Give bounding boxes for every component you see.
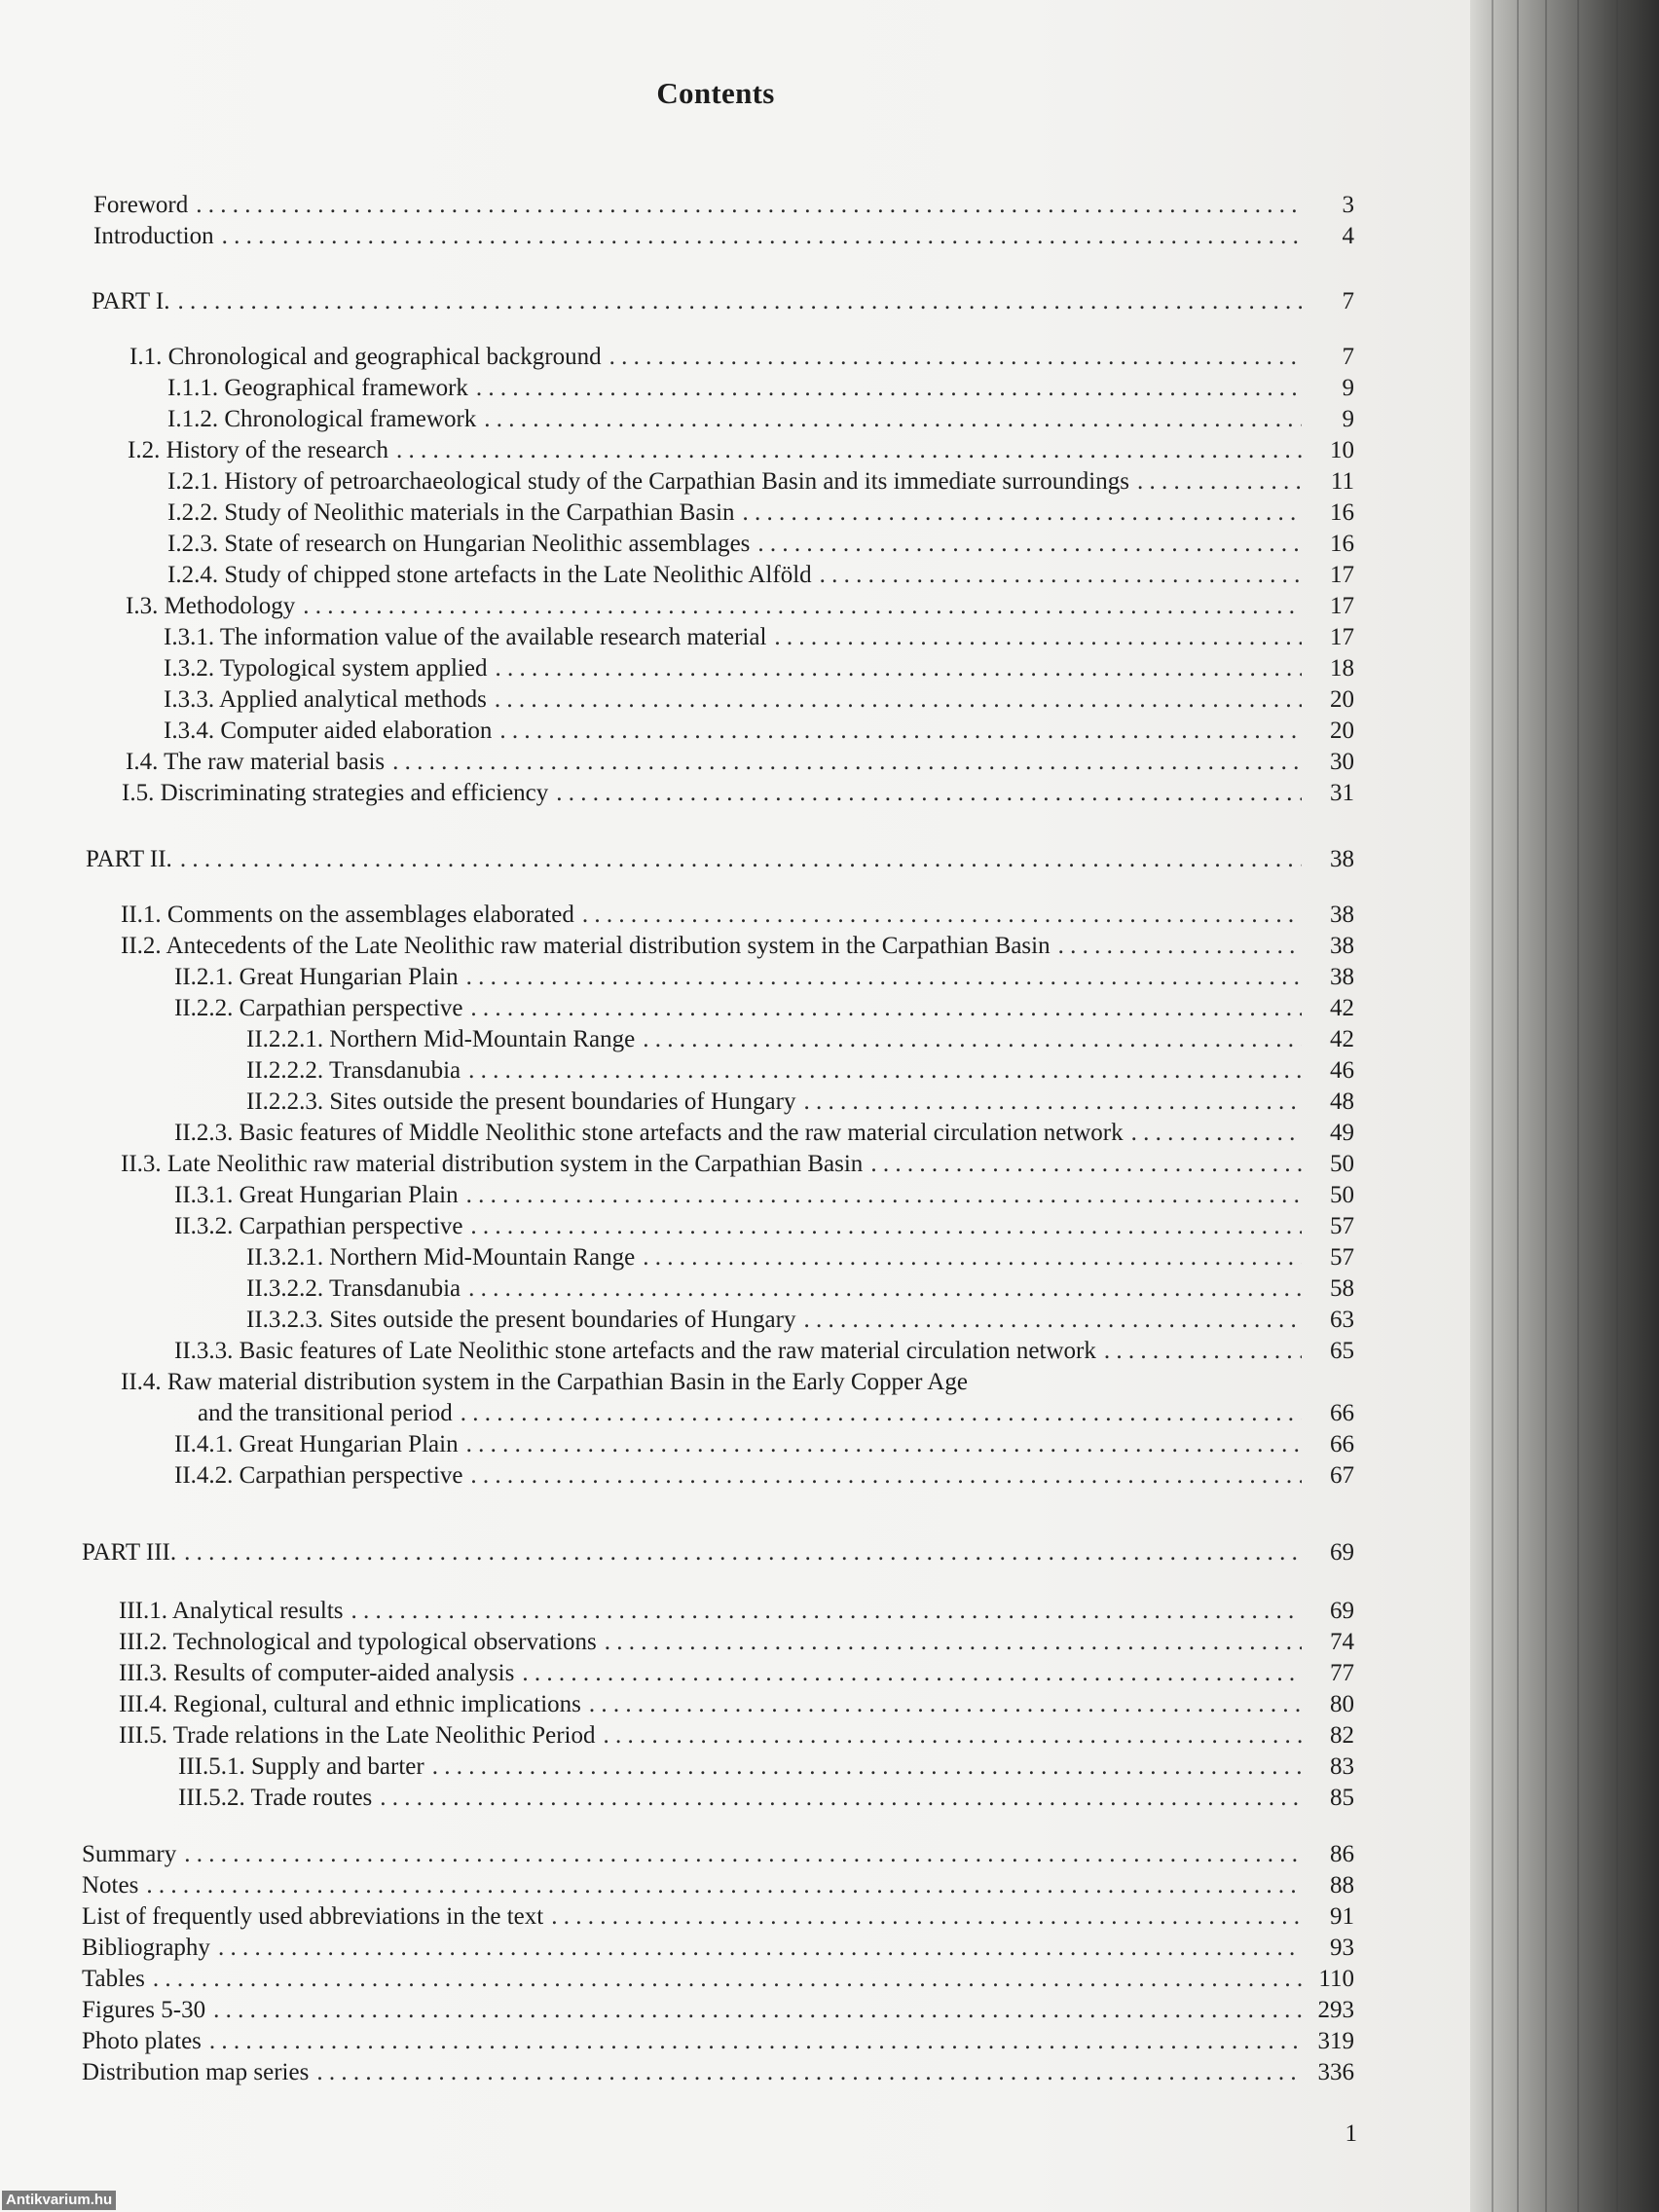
toc-entry xyxy=(93,222,1354,251)
toc-entry-page: 85 xyxy=(1330,1785,1354,1811)
toc-leader-dots xyxy=(153,1965,1302,1994)
toc-entry-label: II.3.1. Great Hungarian Plain xyxy=(174,1182,459,1208)
toc-entry-label: Bibliography xyxy=(82,1935,210,1961)
toc-entry xyxy=(92,287,1354,316)
toc-entry-page: 57 xyxy=(1330,1244,1354,1271)
toc-entry-label: II.2.1. Great Hungarian Plain xyxy=(174,964,459,990)
toc-entry-page: 93 xyxy=(1330,1935,1354,1961)
toc-entry xyxy=(82,1934,1354,1963)
toc-entry-page: 11 xyxy=(1330,468,1354,495)
toc-entry-label: PART III. xyxy=(82,1539,177,1566)
toc-entry-label: PART II. xyxy=(86,846,172,872)
toc-leader-dots xyxy=(184,1840,1302,1869)
toc-entry-page: 9 xyxy=(1342,375,1354,401)
toc-entry-page: 336 xyxy=(1317,2059,1354,2085)
toc-entry-label: Photo plates xyxy=(82,2028,202,2054)
toc-entry-label: III.2. Technological and typological observations xyxy=(119,1629,597,1655)
toc-leader-dots xyxy=(466,1430,1302,1459)
toc-leader-dots xyxy=(1131,1119,1302,1148)
toc-leader-dots xyxy=(551,1902,1302,1932)
toc-entry xyxy=(82,1902,1354,1932)
toc-leader-dots xyxy=(495,654,1302,683)
toc-entry-page: 80 xyxy=(1330,1691,1354,1717)
toc-leader-dots xyxy=(589,1690,1302,1719)
toc-entry-label: III.4. Regional, cultural and ethnic implications xyxy=(119,1691,581,1717)
toc-entry-label: Distribution map series xyxy=(82,2059,310,2085)
toc-entry xyxy=(178,1752,1354,1782)
toc-entry-page: 20 xyxy=(1330,686,1354,713)
toc-entry-page: 10 xyxy=(1330,437,1354,463)
toc-leader-dots xyxy=(582,901,1302,930)
toc-leader-dots xyxy=(177,287,1302,316)
toc-entry xyxy=(82,2027,1354,2056)
toc-entry-label: II.2. Antecedents of the Late Neolithic raw material distribution system in the Carpathian Basin xyxy=(121,933,1051,959)
toc-leader-dots xyxy=(1137,467,1302,497)
toc-leader-dots xyxy=(466,1181,1302,1210)
toc-entry-label: I.2.4. Study of chipped stone artefacts in the Late Neolithic Alföld xyxy=(167,562,812,588)
toc-entry-label: Foreword xyxy=(93,192,189,218)
toc-entry-page: 319 xyxy=(1317,2028,1354,2054)
toc-leader-dots xyxy=(803,1088,1302,1117)
toc-entry-label: II.4.2. Carpathian perspective xyxy=(174,1462,463,1489)
toc-entry-page: 31 xyxy=(1330,780,1354,806)
toc-entry xyxy=(167,561,1354,590)
toc-entry xyxy=(121,932,1354,961)
toc-entry-label: I.2.1. History of petroarchaeological study of the Carpathian Basin and its immediate surroundings xyxy=(167,468,1129,495)
page-title: Contents xyxy=(656,76,775,110)
toc-entry-page: 57 xyxy=(1330,1213,1354,1239)
toc-entry xyxy=(178,1784,1354,1813)
toc-entry xyxy=(129,343,1354,372)
toc-entry-page: 17 xyxy=(1330,624,1354,650)
toc-entry-page: 74 xyxy=(1330,1629,1354,1655)
toc-entry-page: 18 xyxy=(1330,655,1354,682)
toc-entry-label: III.5.1. Supply and barter xyxy=(178,1753,424,1780)
toc-entry-label: I.3.1. The information value of the available research material xyxy=(164,624,767,650)
toc-entry-label: I.2. History of the research xyxy=(128,437,388,463)
toc-leader-dots xyxy=(803,1306,1302,1335)
toc-entry-page: 83 xyxy=(1330,1753,1354,1780)
toc-entry-page: 38 xyxy=(1330,902,1354,928)
toc-leader-dots xyxy=(303,592,1302,621)
toc-entry-label: III.5.2. Trade routes xyxy=(178,1785,373,1811)
toc-entry xyxy=(164,654,1354,683)
toc-entry xyxy=(86,845,1354,874)
toc-entry-label: II.3. Late Neolithic raw material distribution system in the Carpathian Basin xyxy=(121,1151,864,1177)
toc-entry-label: II.4. Raw material distribution system in the Carpathian Basin in the Early Copper Age xyxy=(121,1369,968,1395)
toc-entry-page: 38 xyxy=(1330,964,1354,990)
toc-entry xyxy=(167,498,1354,528)
toc-entry-page: 69 xyxy=(1330,1539,1354,1566)
toc-entry-page: 48 xyxy=(1330,1088,1354,1115)
toc-entry-page: 67 xyxy=(1330,1462,1354,1489)
toc-leader-dots xyxy=(468,1274,1302,1304)
toc-leader-dots xyxy=(470,1212,1302,1241)
toc-entry-page: 69 xyxy=(1330,1598,1354,1624)
toc-entry-page: 30 xyxy=(1330,749,1354,775)
toc-entry xyxy=(246,1025,1354,1054)
toc-leader-dots xyxy=(499,717,1302,746)
toc-entry xyxy=(246,1274,1354,1304)
toc-leader-dots xyxy=(603,1721,1302,1751)
toc-entry-page: 49 xyxy=(1330,1120,1354,1146)
toc-entry-label: List of frequently used abbreviations in the text xyxy=(82,1903,544,1930)
toc-leader-dots xyxy=(392,748,1302,777)
toc-entry-page: 46 xyxy=(1330,1057,1354,1084)
toc-entry xyxy=(174,1461,1354,1491)
toc-entry-label: I.3. Methodology xyxy=(126,593,296,619)
toc-leader-dots xyxy=(432,1752,1302,1782)
toc-entry xyxy=(167,530,1354,559)
toc-entry xyxy=(119,1690,1354,1719)
toc-entry-label: II.3.3. Basic features of Late Neolithic stone artefacts and the raw material circulation network xyxy=(174,1338,1096,1364)
toc-leader-dots xyxy=(605,1628,1302,1657)
toc-entry xyxy=(82,1965,1354,1994)
toc-leader-dots xyxy=(184,1538,1302,1567)
toc-entry-page: 77 xyxy=(1330,1660,1354,1686)
toc-entry-page: 7 xyxy=(1342,344,1354,370)
toc-entry xyxy=(174,963,1354,992)
toc-entry xyxy=(82,1996,1354,2025)
toc-leader-dots xyxy=(461,1399,1302,1428)
toc-entry-label: PART I. xyxy=(92,288,170,314)
toc-leader-dots xyxy=(774,623,1302,652)
toc-entry-label: III.1. Analytical results xyxy=(119,1598,344,1624)
toc-leader-dots xyxy=(609,343,1302,372)
toc-entry-page: 66 xyxy=(1330,1431,1354,1457)
toc-entry-page: 88 xyxy=(1330,1872,1354,1899)
toc-entry-label: II.2.3. Basic features of Middle Neolithic stone artefacts and the raw material circulation network xyxy=(174,1120,1124,1146)
toc-entry xyxy=(174,1337,1354,1366)
toc-entry-page: 17 xyxy=(1330,562,1354,588)
toc-entry xyxy=(126,592,1354,621)
toc-leader-dots xyxy=(213,1996,1302,2025)
toc-entry xyxy=(122,779,1354,808)
toc-entry-label: I.1.1. Geographical framework xyxy=(167,375,468,401)
toc-entry-page: 20 xyxy=(1330,718,1354,744)
toc-entry-label: II.3.2.2. Transdanubia xyxy=(246,1275,461,1302)
toc-entry-page: 66 xyxy=(1330,1400,1354,1426)
toc-entry xyxy=(121,901,1354,930)
toc-leader-dots xyxy=(495,685,1302,715)
toc-entry xyxy=(82,1538,1354,1567)
toc-leader-dots xyxy=(1104,1337,1302,1366)
toc-entry-page: 4 xyxy=(1342,223,1354,249)
toc-entry xyxy=(174,1181,1354,1210)
toc-entry-page: 17 xyxy=(1330,593,1354,619)
page-number: 1 xyxy=(1345,2120,1357,2147)
toc-entry xyxy=(82,1871,1354,1900)
toc-entry-label: II.3.2. Carpathian perspective xyxy=(174,1213,463,1239)
toc-leader-dots xyxy=(218,1934,1302,1963)
toc-entry-label: Summary xyxy=(82,1841,177,1867)
toc-entry xyxy=(93,191,1354,220)
toc-entry xyxy=(119,1721,1354,1751)
toc-leader-dots xyxy=(466,963,1302,992)
toc-entry-label: II.2.2. Carpathian perspective xyxy=(174,995,463,1021)
toc-entry-page: 9 xyxy=(1342,406,1354,432)
toc-entry xyxy=(119,1659,1354,1688)
toc-entry-label: I.1.2. Chronological framework xyxy=(167,406,477,432)
toc-leader-dots xyxy=(556,779,1302,808)
toc-leader-dots xyxy=(396,436,1302,465)
toc-entry xyxy=(246,1088,1354,1117)
toc-leader-dots xyxy=(522,1659,1302,1688)
toc-entry-label: I.4. The raw material basis xyxy=(126,749,386,775)
toc-entry-page: 50 xyxy=(1330,1182,1354,1208)
page-edge-shadow xyxy=(1470,0,1659,2212)
toc-entry xyxy=(246,1306,1354,1335)
toc-entry-label: I.1. Chronological and geographical background xyxy=(129,344,602,370)
toc-entry-page: 58 xyxy=(1330,1275,1354,1302)
toc-leader-dots xyxy=(643,1025,1302,1054)
toc-leader-dots xyxy=(757,530,1302,559)
toc-entry-page: 63 xyxy=(1330,1307,1354,1333)
toc-entry xyxy=(82,2058,1354,2087)
toc-leader-dots xyxy=(870,1150,1302,1179)
toc-entry-page: 86 xyxy=(1330,1841,1354,1867)
toc-entry-label: I.3.3. Applied analytical methods xyxy=(164,686,487,713)
toc-entry-page: 3 xyxy=(1342,192,1354,218)
toc-leader-dots xyxy=(351,1597,1303,1626)
toc-entry-page: 293 xyxy=(1317,1997,1354,2023)
toc-entry xyxy=(164,685,1354,715)
toc-entry-label: Notes xyxy=(82,1872,139,1899)
toc-entry-label: II.3.2.3. Sites outside the present boundaries of Hungary xyxy=(246,1307,796,1333)
toc-entry xyxy=(174,994,1354,1023)
toc-leader-dots xyxy=(146,1871,1302,1900)
toc-entry-page: 50 xyxy=(1330,1151,1354,1177)
toc-leader-dots xyxy=(316,2058,1302,2087)
toc-entry-label: II.2.2.1. Northern Mid-Mountain Range xyxy=(246,1026,636,1052)
toc-entry xyxy=(164,623,1354,652)
toc-entry-label: and the transitional period xyxy=(198,1400,453,1426)
toc-entry-label: II.1. Comments on the assemblages elaborated xyxy=(121,902,574,928)
toc-entry-label: II.2.2.2. Transdanubia xyxy=(246,1057,461,1084)
toc-entry xyxy=(174,1212,1354,1241)
toc-entry-page: 38 xyxy=(1330,933,1354,959)
toc-entry xyxy=(121,1368,1354,1397)
toc-leader-dots xyxy=(484,405,1302,434)
toc-entry-label: II.3.2.1. Northern Mid-Mountain Range xyxy=(246,1244,636,1271)
toc-leader-dots xyxy=(180,845,1302,874)
toc-entry xyxy=(174,1119,1354,1148)
toc-entry xyxy=(164,717,1354,746)
toc-entry-page: 65 xyxy=(1330,1338,1354,1364)
toc-entry xyxy=(167,467,1354,497)
toc-entry-label: II.4.1. Great Hungarian Plain xyxy=(174,1431,459,1457)
toc-entry-label: II.2.2.3. Sites outside the present boundaries of Hungary xyxy=(246,1088,796,1115)
toc-entry-page: 42 xyxy=(1330,995,1354,1021)
toc-entry-page: 7 xyxy=(1342,288,1354,314)
toc-entry xyxy=(246,1243,1354,1272)
toc-entry-label: I.5. Discriminating strategies and efficiency xyxy=(122,780,549,806)
toc-entry-page: 91 xyxy=(1330,1903,1354,1930)
toc-entry-page: 42 xyxy=(1330,1026,1354,1052)
toc-entry xyxy=(198,1399,1354,1428)
toc-entry xyxy=(82,1840,1354,1869)
toc-entry-label: Tables xyxy=(82,1966,145,1992)
toc-entry-label: I.2.3. State of research on Hungarian Neolithic assemblages xyxy=(167,531,751,557)
toc-entry-label: III.5. Trade relations in the Late Neolithic Period xyxy=(119,1722,596,1749)
toc-entry xyxy=(126,748,1354,777)
toc-leader-dots xyxy=(820,561,1302,590)
toc-leader-dots xyxy=(470,1461,1302,1491)
toc-entry-page: 110 xyxy=(1318,1966,1354,1992)
toc-entry xyxy=(119,1597,1354,1626)
toc-leader-dots xyxy=(468,1056,1302,1086)
toc-entry-page: 38 xyxy=(1330,846,1354,872)
toc-entry xyxy=(167,405,1354,434)
toc-entry xyxy=(174,1430,1354,1459)
toc-entry-label: I.3.2. Typological system applied xyxy=(164,655,488,682)
toc-entry-label: I.3.4. Computer aided elaboration xyxy=(164,718,493,744)
toc-entry-page: 16 xyxy=(1330,531,1354,557)
toc-entry xyxy=(167,374,1354,403)
toc-entry-label: III.3. Results of computer-aided analysis xyxy=(119,1660,515,1686)
toc-leader-dots xyxy=(643,1243,1302,1272)
toc-leader-dots xyxy=(209,2027,1302,2056)
toc-entry xyxy=(121,1150,1354,1179)
toc-entry xyxy=(128,436,1354,465)
toc-entry xyxy=(246,1056,1354,1086)
toc-leader-dots xyxy=(380,1784,1302,1813)
toc-entry-page: 82 xyxy=(1330,1722,1354,1749)
toc-entry-label: Figures 5-30 xyxy=(82,1997,206,2023)
toc-leader-dots xyxy=(1058,932,1302,961)
toc-leader-dots xyxy=(476,374,1302,403)
toc-leader-dots xyxy=(222,222,1302,251)
toc-entry-label: Introduction xyxy=(93,223,214,249)
toc-entry xyxy=(119,1628,1354,1657)
watermark: Antikvarium.hu xyxy=(2,2191,116,2210)
toc-leader-dots xyxy=(743,498,1302,528)
toc-entry-page: 16 xyxy=(1330,499,1354,526)
toc-entry-label: I.2.2. Study of Neolithic materials in the Carpathian Basin xyxy=(167,499,735,526)
toc-leader-dots xyxy=(196,191,1302,220)
toc-leader-dots xyxy=(470,994,1302,1023)
